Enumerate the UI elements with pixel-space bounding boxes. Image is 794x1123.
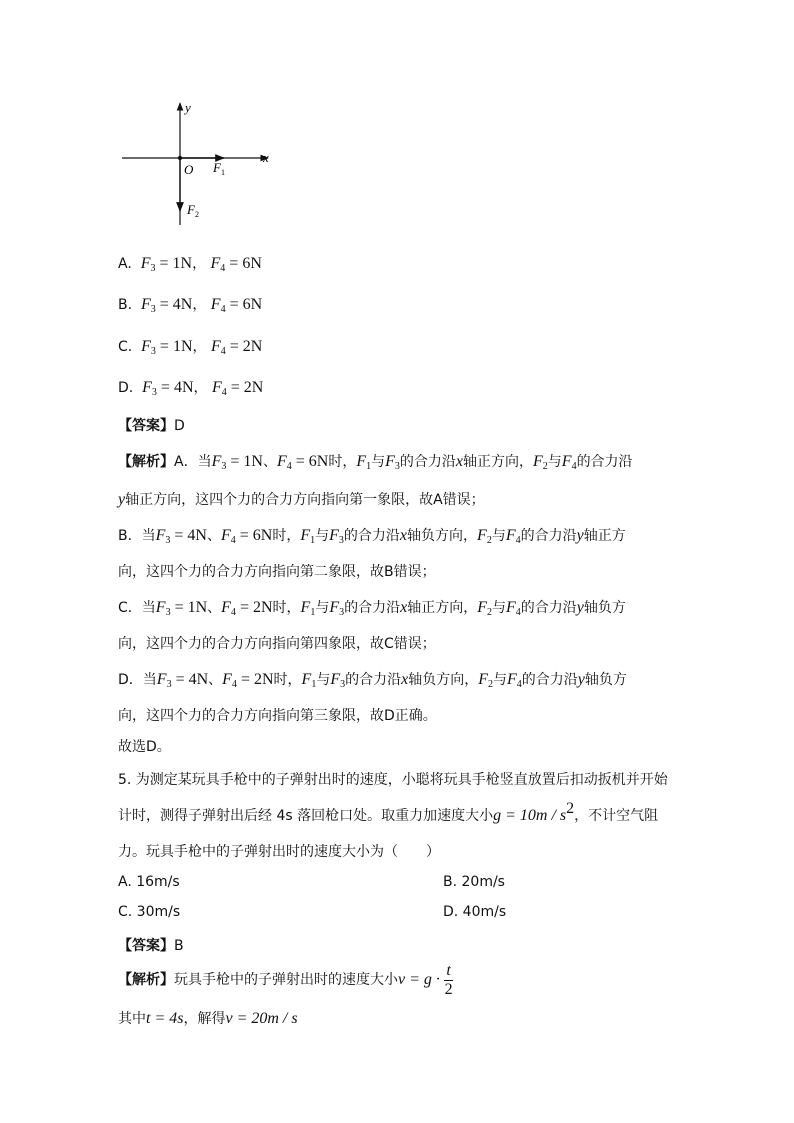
y-axis-label: y	[185, 100, 191, 115]
q4-analysis-c-line1: C．当$F_3 = 1N$、$F_4 = 2N$时，$F_1$与$F_3$的合力沿x轴正方向，$F_2$与$F_4$的合力沿y轴负方	[118, 599, 626, 618]
origin-label: O	[184, 162, 194, 177]
origin-point	[178, 156, 182, 160]
q4-analysis-b-line1: B．当$F_3 = 4N$、$F_4 = 6N$时，$F_1$与$F_3$的合力沿x轴负方向，$F_2$与$F_4$的合力沿y轴正方	[118, 527, 626, 546]
q5-result: 其中t = 4s，解得v = 20m / s	[118, 1010, 298, 1027]
q4-analysis-b-line2: 向，这四个力的合力方向指向第二象限，故B错误；	[118, 564, 436, 580]
q4-option-d[interactable]: D. $F_3 = 4N$， $F_4 = 2N$	[118, 379, 264, 398]
q5-answer: 【答案】B	[118, 938, 184, 954]
q4-analysis-d-line1: D．当$F_3 = 4N$、$F_4 = 2N$时，$F_1$与$F_3$的合力沿x轴负方向，$F_2$与$F_4$的合力沿y轴负方	[118, 671, 627, 690]
q4-option-b[interactable]: B. $F_3 = 4N$， $F_4 = 6N$	[118, 296, 263, 315]
q4-option-c[interactable]: C. $F_3 = 1N$， $F_4 = 2N$	[118, 338, 263, 357]
q5-analysis: 【解析】玩具手枪中的子弹射出时的速度大小v = g · $\frac{t}{2}$	[118, 962, 453, 998]
f1-label: $F_1$	[213, 160, 225, 177]
q5-option-d[interactable]: D. 40m/s	[443, 904, 507, 920]
q5-option-b[interactable]: B. 20m/s	[443, 874, 505, 890]
q4-answer: 【答案】D	[118, 418, 185, 434]
force-diagram	[110, 95, 290, 235]
q4-analysis-a-line1: 【解析】A．当$F_3 = 1N$、$F_4 = 6N$时，$F_1$与$F_3$的合力沿x轴正方向，$F_2$与$F_4$的合力沿	[118, 453, 633, 472]
x-axis-label: x	[263, 150, 269, 165]
f2-label: $F_2$	[187, 202, 199, 219]
q4-conclusion: 故选D。	[118, 739, 171, 755]
q4-analysis-a-line2: y轴正方向，这四个力的合力方向指向第一象限，故A错误；	[118, 491, 485, 508]
q5-option-c[interactable]: C. 30m/s	[118, 904, 181, 920]
q5-stem-line2: 计时，测得子弹射出后经 4s 落回枪口处。取重力加速度大小$g = 10m / s^2$，不计空气阻	[118, 800, 659, 824]
q5-stem-line3: 力。玩具手枪中的子弹射出时的速度大小为（ ）	[118, 844, 440, 860]
q5-option-a[interactable]: A. 16m/s	[118, 874, 180, 890]
q4-analysis-c-line2: 向，这四个力的合力方向指向第四象限，故C错误；	[118, 636, 436, 652]
q5-fraction: $\frac{t}{2}$	[444, 962, 453, 998]
q4-analysis-d-line2: 向，这四个力的合力方向指向第三象限，故D正确。	[118, 708, 437, 724]
q4-option-a[interactable]: A. $F_3 = 1N$， $F_4 = 6N$	[118, 255, 262, 274]
q5-stem-line1: 5. 为测定某玩具手枪中的子弹射出时的速度，小聪将玩具手枪竖直放置后扣动扳机并开始	[118, 772, 668, 788]
